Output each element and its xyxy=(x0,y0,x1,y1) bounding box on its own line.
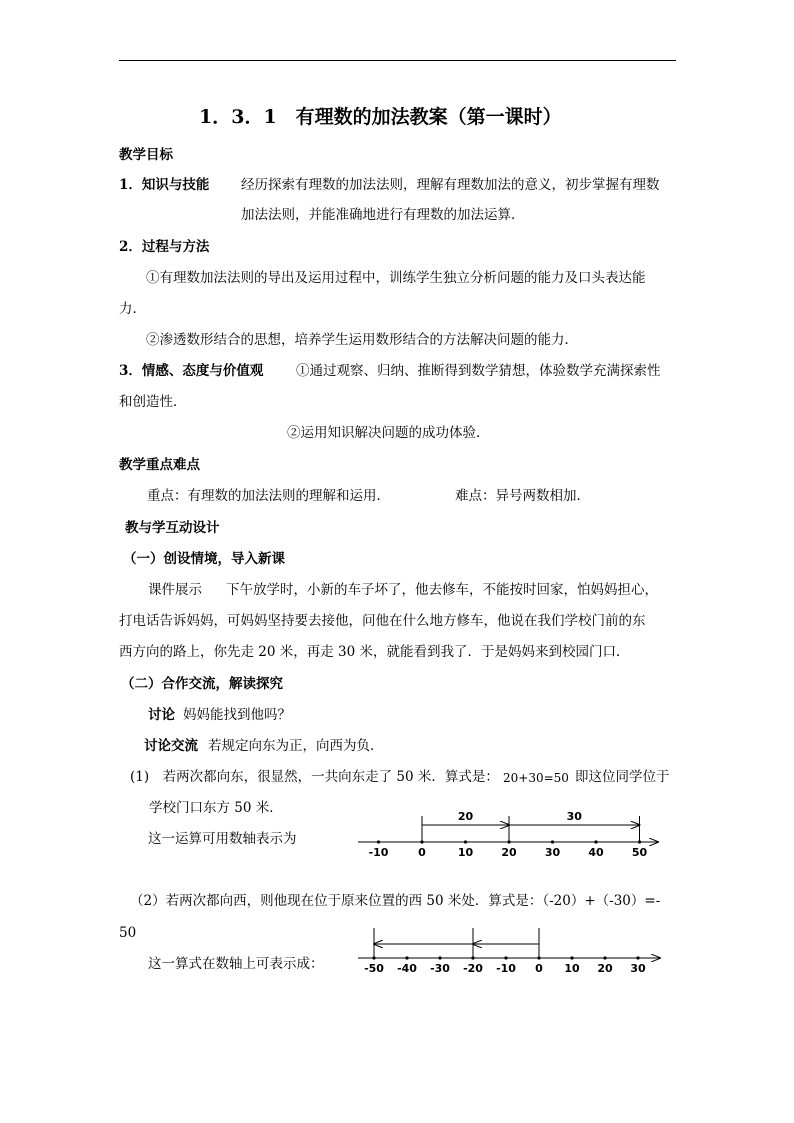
case1-text-line1: (1) 若两次都向东，很显然，一共向东走了 50 米．算式是： xyxy=(130,769,499,785)
number-line-west xyxy=(354,922,694,982)
goal3-text-line1: ①通过观察、归纳、推断得到数学猜想，体验数学充满探索性 xyxy=(296,363,661,379)
axis-tick-label: -10 xyxy=(368,846,389,859)
axis-tick-label: -30 xyxy=(430,962,450,975)
axis-tick-dot xyxy=(594,840,597,843)
axis-tick-label: -40 xyxy=(397,962,417,975)
axis-tick-dot xyxy=(570,956,573,959)
number-line-east xyxy=(356,806,676,866)
axis-tick-label: 50 xyxy=(631,846,648,859)
jump-label: 20 xyxy=(457,810,474,823)
exchange-label: 讨论交流 xyxy=(144,738,198,754)
axis-tick-dot xyxy=(377,840,380,843)
section1-lead: 课件展示 xyxy=(148,582,202,598)
jump-label: 30 xyxy=(566,810,582,823)
axis-tick-dot xyxy=(405,956,408,959)
axis-tick-label: 20 xyxy=(501,846,517,859)
header-rule xyxy=(119,60,676,61)
goal2-text-line1: ①有理数加法法则的导出及运用过程中，训练学生独立分析问题的能力及口头表达能 xyxy=(146,270,646,286)
exchange-text: 若规定向东为正，向西为负． xyxy=(208,738,384,754)
axis-tick-dot xyxy=(464,840,467,843)
axis-tick-label: -50 xyxy=(364,962,384,975)
goal1-label: 1．知识与技能 xyxy=(119,177,210,193)
case1-text-line1-end: 即这位同学位于 xyxy=(575,769,670,785)
case1-text-line2: 学校门口东方 50 米． xyxy=(149,800,283,816)
section1-text-line2: 打电话告诉妈妈，可妈妈坚持要去接他，问他在什么地方修车，他说在我们学校门前的东 xyxy=(119,613,646,629)
goal1-text-line1: 经历探索有理数的加法法则，理解有理数加法的意义，初步掌握有理数 xyxy=(241,177,660,193)
goal3-text-line3: ②运用知识解决问题的成功体验． xyxy=(287,425,490,441)
axis-tick-label: -10 xyxy=(496,962,516,975)
axis-tick-dot xyxy=(504,956,507,959)
goals-heading: 教学目标 xyxy=(119,147,173,163)
axis-tick-label: -20 xyxy=(463,962,483,975)
axis-tick-label: 40 xyxy=(588,846,604,859)
section1-text-line1: 下午放学时，小新的车子坏了，他去修车，不能按时回家，怕妈妈担心， xyxy=(226,582,658,598)
keypoints-heading: 教学重点难点 xyxy=(119,457,200,473)
keypoints-difficulty: 难点：异号两数相加． xyxy=(455,488,590,504)
axis-tick-label: 0 xyxy=(418,846,426,859)
goal3-label: 3．情感、态度与价值观 xyxy=(119,363,264,379)
axis-tick-dot xyxy=(636,956,639,959)
axis-tick-label: 30 xyxy=(630,962,646,975)
discuss-label: 讨论 xyxy=(148,707,175,723)
case1-axis-caption: 这一运算可用数轴表示为 xyxy=(148,831,297,847)
axis-tick-label: 20 xyxy=(597,962,613,975)
section1-heading: （一）创设情境，导入新课 xyxy=(123,551,285,567)
axis-tick-label: 0 xyxy=(535,962,543,975)
case2-axis-caption: 这一算式在数轴上可表示成： xyxy=(148,956,324,972)
goal2-label: 2．过程与方法 xyxy=(119,239,210,255)
goal3-text-line2: 和创造性． xyxy=(119,394,187,410)
axis-tick-dot xyxy=(551,840,554,843)
goal1-text-line2: 加法法则，并能准确地进行有理数的加法运算． xyxy=(241,207,525,223)
goal2-text-line3: ②渗透数形结合的思想，培养学生运用数形结合的方法解决问题的能力． xyxy=(146,332,578,348)
axis-tick-dot xyxy=(438,956,441,959)
design-heading: 教与学互动设计 xyxy=(125,520,220,536)
section1-text-line3: 西方向的路上，你先走 20 米，再走 30 米，就能看到我了．于是妈妈来到校园门口． xyxy=(119,644,630,660)
discuss-text: 妈妈能找到他吗？ xyxy=(183,707,291,723)
page-title: 1．3．1 有理数的加法教案（第一课时） xyxy=(199,106,562,128)
keypoints-focus: 重点：有理数的加法法则的理解和运用． xyxy=(147,488,390,504)
goal2-text-line2: 力． xyxy=(119,301,146,317)
axis-tick-dot xyxy=(603,956,606,959)
section2-heading: （二）合作交流，解读探究 xyxy=(121,676,283,692)
case2-text-line2: 50 xyxy=(119,925,137,941)
axis-tick-label: 10 xyxy=(564,962,580,975)
axis-tick-label: 10 xyxy=(457,846,474,859)
case2-text-line1: （2）若两次都向西，则他现在位于原来位置的西 50 米处．算式是：（-20）+（-30）=- xyxy=(130,893,661,909)
axis-tick-label: 30 xyxy=(544,846,561,859)
case1-formula: 20+30=50 xyxy=(503,771,569,785)
